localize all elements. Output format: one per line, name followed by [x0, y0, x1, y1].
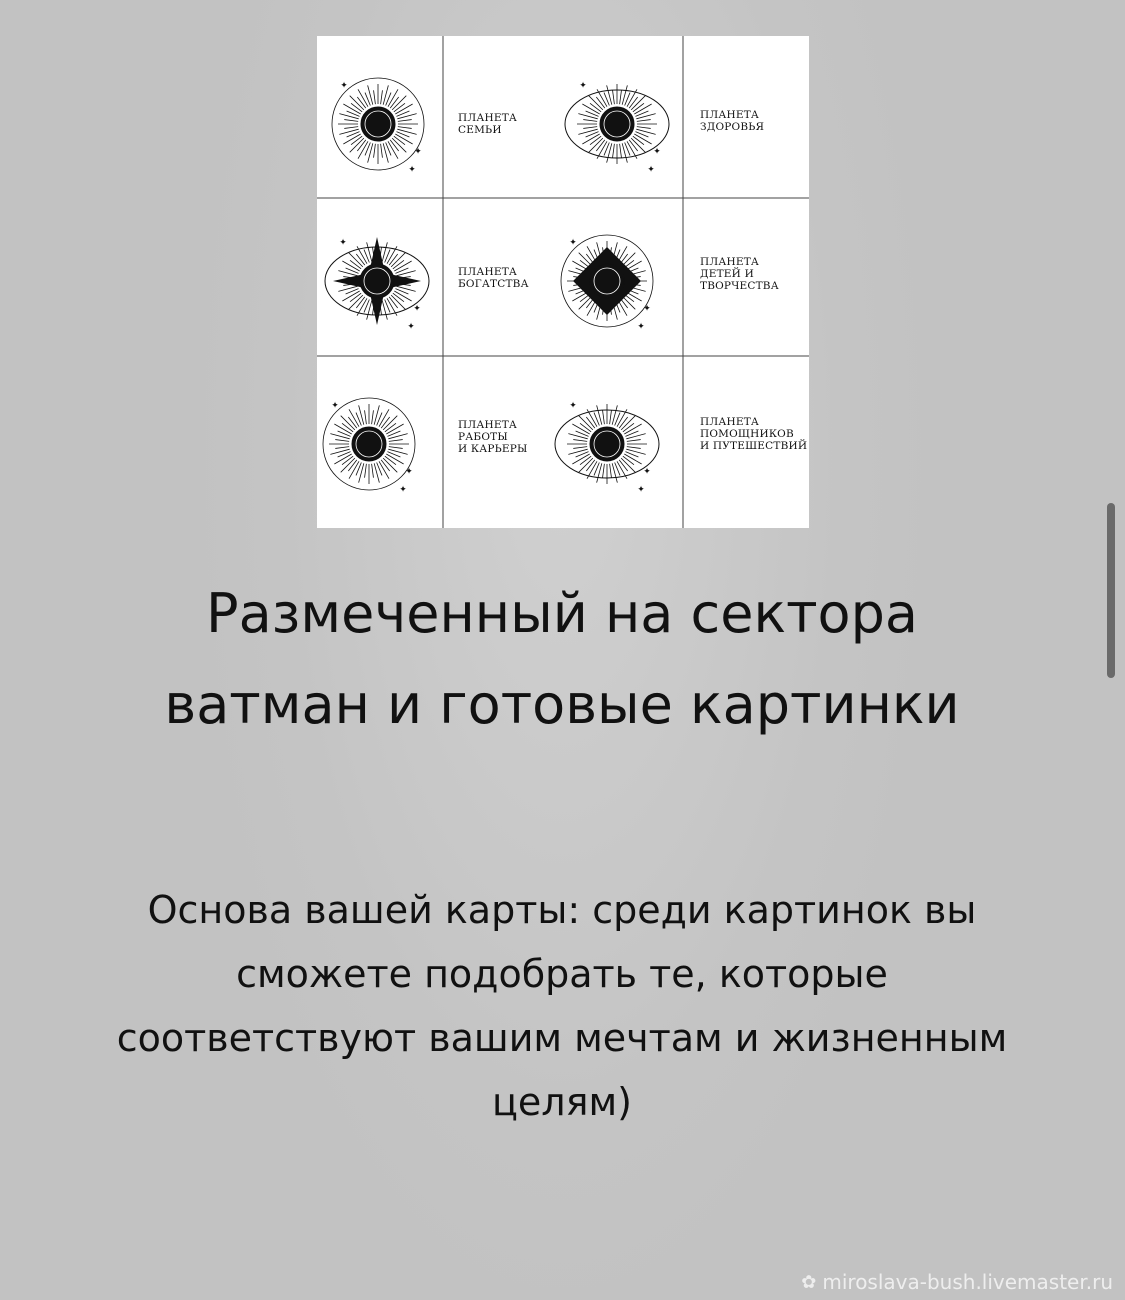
compass-star-rune-icon	[325, 237, 429, 332]
cell-label-wealth: ПЛАНЕТА БОГАТСТВА	[458, 266, 529, 290]
svg-text:✦: ✦	[579, 81, 587, 91]
page-title: Размеченный на сектора ватман и готовые картинки	[164, 582, 960, 736]
sunburst-rune-icon	[323, 398, 415, 495]
watermark	[801, 1270, 1113, 1294]
svg-text:✦: ✦	[569, 401, 577, 411]
flower-icon: ✿	[801, 1271, 817, 1293]
description-text: Основа вашей карты: среди картинок вы сможете подобрать те, которые соответствуют вашим мечтам и жизненным целям)	[116, 888, 1008, 1124]
svg-text:✦: ✦	[399, 485, 407, 495]
sun-rune-icon	[332, 78, 424, 175]
orbit-rune-icon	[565, 81, 669, 175]
svg-text:✦: ✦	[405, 467, 413, 477]
eye-rune-icon	[555, 401, 659, 495]
svg-text:✦: ✦	[643, 304, 651, 314]
svg-text:✦: ✦	[408, 165, 416, 175]
cell-label-career: ПЛАНЕТА РАБОТЫ И КАРЬЕРЫ	[458, 419, 528, 455]
poster-image	[317, 36, 809, 528]
svg-text:✦: ✦	[340, 81, 348, 91]
watermark-text: miroslava-bush.livemaster.ru	[822, 1270, 1113, 1294]
cell-label-travel: ПЛАНЕТА ПОМОЩНИКОВ И ПУТЕШЕСТВИЙ	[700, 416, 808, 452]
cell-label-health: ПЛАНЕТА ЗДОРОВЬЯ	[700, 109, 765, 133]
svg-text:✦: ✦	[647, 165, 655, 175]
cell-label-family: ПЛАНЕТА СЕМЬИ	[458, 112, 518, 136]
svg-text:✦: ✦	[643, 467, 651, 477]
svg-text:✦: ✦	[414, 147, 422, 157]
scrollbar[interactable]	[1107, 503, 1115, 678]
svg-text:✦: ✦	[339, 238, 347, 248]
svg-text:✦: ✦	[569, 238, 577, 248]
svg-text:✦: ✦	[331, 401, 339, 411]
svg-text:✦: ✦	[653, 147, 661, 157]
svg-text:✦: ✦	[407, 322, 415, 332]
svg-text:✦: ✦	[637, 485, 645, 495]
svg-text:✦: ✦	[413, 304, 421, 314]
diamond-rune-icon	[561, 235, 653, 332]
cell-label-children: ПЛАНЕТА ДЕТЕЙ И ТВОРЧЕСТВА	[700, 256, 779, 292]
svg-text:✦: ✦	[637, 322, 645, 332]
